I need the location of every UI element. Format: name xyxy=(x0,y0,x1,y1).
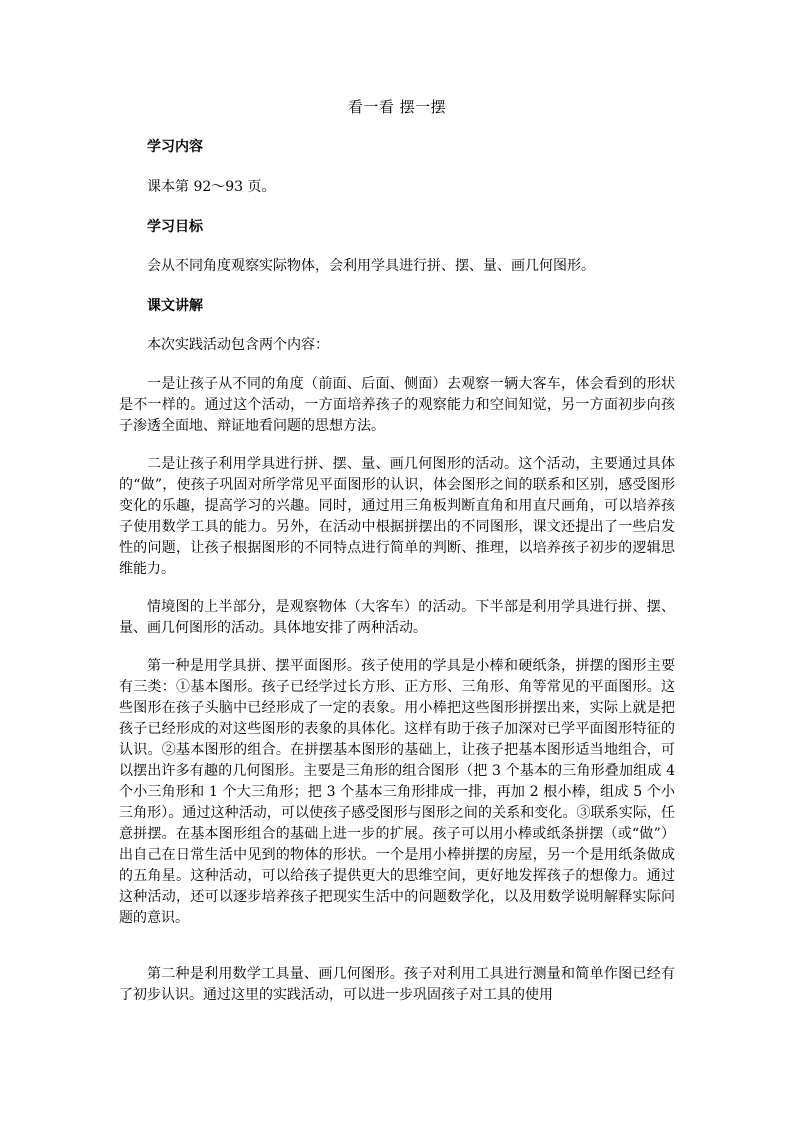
lesson-intro-text: 本次实践活动包含两个内容： xyxy=(147,337,329,353)
heading-lesson-explanation: 课文讲解 xyxy=(147,298,203,314)
learning-goals-text: 会从不同角度观察实际物体，会利用学具进行拼、摆、量、画几何图形。 xyxy=(147,258,595,274)
paragraph-2: 二是让孩子利用学具进行拼、摆、量、画几何图形的活动。这个活动，主要通过具体的“做”，使孩子巩固对所学常见平面图形的认识，体会图形之间的联系和区别，感受图形变化的乐趣，提高学习的兴趣。同时，通过用三角板判断直角和用直尺画角，可以培养孩子使用数学工具的能力。另外，在活动中根据拼摆出的不同图形，课文还提出了一些启发性的问题，让孩子根据图形的不同特点进行简单的判断、推理，以培养孩子初步的逻辑思维能力。 xyxy=(119,456,675,577)
paragraph-3: 情境图的上半部分，是观察物体（大客车）的活动。下半部是利用学具进行拼、摆、量、画几何图形的活动。具体地安排了两种活动。 xyxy=(119,599,675,636)
learning-content-text: 课本第 92～93 页。 xyxy=(147,179,276,195)
paragraph-5: 第二种是利用数学工具量、画几何图形。孩子对利用工具进行测量和简单作图已经有了初步认识。通过这里的实践活动，可以进一步巩固孩子对工具的使用 xyxy=(119,966,675,1003)
heading-learning-goals: 学习目标 xyxy=(147,219,203,235)
paragraph-1: 一是让孩子从不同的角度（前面、后面、侧面）去观察一辆大客车，体会看到的形状是不一样的。通过这个活动，一方面培养孩子的观察能力和空间知觉，另一方面初步向孩子渗透全面地、辩证地看问题的思想方法。 xyxy=(119,376,675,434)
heading-learning-content: 学习内容 xyxy=(147,139,203,155)
paragraph-4: 第一种是用学具拼、摆平面图形。孩子使用的学具是小棒和硬纸条，拼摆的图形主要有三类：①基本图形。孩子已经学过长方形、正方形、三角形、角等常见的平面图形。这些图形在孩子头脑中已经形成了一定的表象。用小棒把这些图形拼摆出来，实际上就是把孩子已经形成的对这些图形的表象的具体化。这样有助于孩子加深对已学平面图形特征的认识。②基本图形的组合。在拼摆基本图形的基础上，让孩子把基本图形适当地组合，可以摆出许多有趣的几何图形。主要是三角形的组合图形（把 3 个基本的三角形叠加组成 4 个小三角形和 1 个大三角形；把 3 个基本三角形排成一排，再加 2 根小棒，组成 5 个小三角形）。通过这种活动，可以使孩子感受图形与图形之间的关系和变化。③联系实际，任意拼摆。在基本图形组合的基础上进一步的扩展。孩子可以用小棒或纸条拼摆（或“做”）出自己在日常生活中见到的物体的形状。一个是用小棒拼摆的房屋，另一个是用纸条做成的五角星。这种活动，可以给孩子提供更大的思维空间，更好地发挥孩子的想像力。通过这种活动，还可以逐步培养孩子把现实生活中的问题数学化，以及用数学说明解释实际问题的意识。 xyxy=(119,658,675,926)
document-title: 看一看 摆一摆 xyxy=(347,98,447,116)
